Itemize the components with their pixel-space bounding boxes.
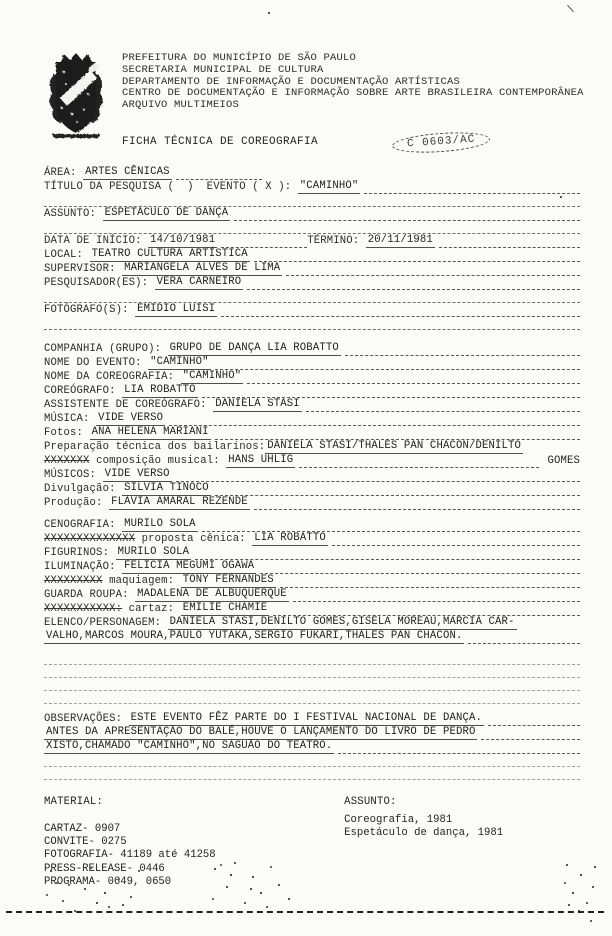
- field-label: proposta cênica:: [141, 532, 246, 545]
- field-value: MURILO SOLA: [124, 517, 196, 530]
- org-line-2: SECRETARIA MUNICIPAL DE CULTURA: [122, 63, 324, 76]
- field-label: TÍTULO DA PESQUISA ( ) EVENTO ( X ):: [44, 180, 292, 193]
- field-area: [44, 166, 580, 180]
- field-value: 20/11/1981: [367, 233, 433, 246]
- scan-edge-line: [6, 911, 604, 913]
- field-producao: [44, 496, 580, 510]
- field-label: FOTÓGRAFO(S):: [44, 303, 129, 316]
- blank-ruled-line: [44, 194, 580, 207]
- field-elenco: [44, 616, 580, 630]
- field-value: TEATRO CULTURA ARTÍSTICA: [91, 247, 248, 260]
- scan-stray-mark: [567, 5, 574, 12]
- field-value: TONY FERNANDES: [182, 573, 274, 586]
- field-label: ASSISTENTE DE COREÓGRAFO:: [44, 398, 207, 411]
- field-label: ELENCO/PERSONAGEM:: [44, 616, 162, 629]
- blank-ruled-line: [44, 691, 580, 704]
- field-label: Fotos:: [44, 426, 84, 439]
- field-label: MÚSICA:: [44, 412, 90, 425]
- assunto-heading: ASSUNTO:: [344, 795, 397, 808]
- blank-ruled-line: [44, 678, 580, 691]
- field-label: PESQUISADOR(ES):: [44, 276, 149, 289]
- struck-label: XXXXXXXXXXX:: [44, 602, 123, 615]
- field-supervisor: [44, 262, 580, 276]
- struck-label: XXXXXXXXX: [44, 574, 103, 587]
- field-label: MÚSICOS:: [44, 468, 97, 481]
- field-assistente-coreografo: [44, 398, 580, 412]
- field-value: "CAMINHO": [299, 179, 359, 192]
- scan-noise: [38, 862, 40, 864]
- blank-ruled-line: [44, 652, 580, 665]
- material-item: PROGRAMA- 0649, 0650: [44, 875, 172, 888]
- blank-ruled-line: [44, 767, 580, 780]
- form-title: FICHA TÉCNICA DE COREOGRAFIA: [122, 136, 319, 149]
- field-proposta-cenica: [44, 532, 580, 546]
- field-divulgacao: [44, 482, 580, 496]
- org-line-3: DEPARTAMENTO DE INFORMAÇÃO E DOCUMENTAÇÃO ARTÍSTICAS: [122, 75, 461, 88]
- field-value: MARIANGELA ALVES DE LIMA: [124, 261, 281, 274]
- field-musicos: [44, 468, 580, 482]
- field-label: TÉRMINO:: [307, 234, 360, 247]
- field-pesquisador: [44, 276, 580, 290]
- field-value: MADALENA DE ALBUQUERQUE: [137, 587, 287, 600]
- field-value: GRUPO DE DANÇA LIA ROBATTO: [169, 341, 339, 354]
- field-value: XISTO,CHAMADO "CAMINHO",NO SAGUÃO DO TEATRO.: [46, 739, 333, 752]
- registration-stamp: C 0603/AC: [391, 130, 491, 156]
- field-assunto: [44, 207, 580, 221]
- field-coreografo: [44, 384, 580, 398]
- blank-ruled-line: [44, 290, 580, 303]
- field-label: NOME DA COREOGRAFIA:: [44, 370, 175, 383]
- blank-ruled-line: [44, 317, 580, 330]
- field-label: CENOGRAFIA:: [44, 518, 116, 531]
- field-nome-coreografia: [44, 370, 580, 384]
- field-value: EMILIE CHAMIE: [182, 601, 268, 614]
- field-companhia: [44, 342, 580, 356]
- field-value: ESPETÁCULO DE DANÇA: [104, 206, 229, 219]
- field-elenco-continuation: [44, 630, 580, 644]
- field-label: Produção:: [44, 496, 103, 509]
- field-value: EMIDIO LUISI: [137, 302, 216, 315]
- field-label: maquiagem:: [109, 574, 175, 587]
- org-line-1: PREFEITURA DO MUNICÍPIO DE SÃO PAULO: [122, 52, 357, 64]
- material-item: CARTAZ- 0907: [44, 822, 121, 835]
- field-value: ESTE EVENTO FÊZ PARTE DO I FESTIVAL NACIONAL DE DANÇA.: [130, 711, 483, 724]
- field-value: 14/10/1981: [150, 233, 216, 246]
- preparacao-overflow-word: GOMES: [547, 454, 580, 467]
- field-preparacao-tecnica: [44, 440, 580, 454]
- field-label: OBSERVAÇÕES:: [44, 712, 123, 725]
- assunto-item: Espetáculo de dança, 1981: [344, 827, 504, 840]
- field-value: ANA HELENA MARIANI: [91, 425, 209, 438]
- field-value: ANTES DA APRESENTAÇÃO DO BALÉ,HOUVE O LANÇAMENTO DO LIVRO DE PEDRO: [46, 725, 476, 738]
- field-value: FELICIA MEGUMI OGAWA: [124, 559, 255, 572]
- field-maquiagem: [44, 574, 580, 588]
- org-line-4: CENTRO DE DOCUMENTAÇÃO E INFORMAÇÃO SOBRE ARTE BRASILEIRA CONTEMPORÂNEA: [122, 87, 584, 100]
- field-value: FLAVIA AMARAL REZENDE: [111, 495, 248, 508]
- field-local: [44, 248, 580, 262]
- bottom-section: [44, 796, 580, 889]
- material-item: CONVITE- 0275: [44, 836, 127, 849]
- field-value: DANIELA STASI,DENILTO GOMES,GISELA MOREAU,MARCIA CAR-: [169, 615, 515, 628]
- field-label: ILUMINAÇÃO:: [44, 560, 116, 573]
- field-value: DANIELA STASI/THALES PAN CHACON/DENILTO: [267, 439, 522, 452]
- field-figurinos: [44, 546, 580, 560]
- field-value: HANS UHLIG: [228, 453, 294, 466]
- field-value: ARTES CÊNICAS: [85, 165, 170, 178]
- field-iluminacao: [44, 560, 580, 574]
- field-value: VIDE VERSO: [98, 411, 164, 424]
- scan-noise: [200, 858, 202, 860]
- blank-ruled-line: [44, 754, 580, 767]
- field-data-inicio-termino: [44, 234, 580, 248]
- field-label: COREÓGRAFO:: [44, 384, 116, 397]
- field-label: DATA DE INÍCIO:: [44, 234, 142, 247]
- form-fields: [44, 166, 580, 889]
- field-cenografia: [44, 518, 580, 532]
- field-composicao-musical: [44, 454, 580, 468]
- field-label: FIGURINOS:: [44, 546, 110, 559]
- sao-paulo-coat-of-arms-icon: [44, 50, 108, 147]
- field-value: MURILO SOLA: [117, 545, 190, 558]
- field-label: LOCAL:: [44, 248, 84, 261]
- field-label: SUPERVISOR:: [44, 262, 116, 275]
- field-label: ÁREA:: [44, 166, 77, 179]
- field-value: VALHO,MARCOS MOURA,PAULO YUTAKA,SERGIO FUKARI,THALES PAN CHACON.: [46, 629, 463, 642]
- field-label: GUARDA ROUPA:: [44, 588, 129, 601]
- field-label: cartaz:: [128, 602, 175, 615]
- field-label: NOME DO EVENTO:: [44, 356, 142, 369]
- field-value: LIA ROBATTO: [254, 531, 326, 544]
- field-label: Divulgação:: [44, 482, 116, 495]
- field-value: VIDE VERSO: [104, 467, 170, 480]
- field-fotografo: [44, 303, 580, 317]
- field-value: VERA CARNEIRO: [156, 275, 242, 288]
- material-item: PRESS-RELEASE- 0446: [44, 862, 165, 875]
- struck-label: XXXXXXXXXXXXXX: [44, 532, 136, 545]
- assunto-item: Coreografia, 1981: [344, 813, 453, 826]
- material-heading: MATERIAL:: [44, 795, 104, 808]
- field-value: "CAMINHO": [150, 355, 209, 368]
- field-label: Preparação técnica dos bailarinos:: [44, 440, 266, 453]
- field-musica: [44, 412, 580, 426]
- blank-ruled-line: [44, 221, 580, 234]
- field-cartaz: [44, 602, 580, 616]
- blank-ruled-line: [44, 665, 580, 678]
- field-label: COMPANHIA (GRUPO):: [44, 342, 162, 355]
- field-label: composição musical:: [96, 454, 220, 467]
- field-observacoes: [44, 712, 580, 726]
- scan-noise: [556, 858, 558, 860]
- material-column: [44, 796, 344, 889]
- field-label: ASSUNTO:: [44, 207, 97, 220]
- assunto-column: [344, 796, 580, 889]
- field-fotos: [44, 426, 580, 440]
- struck-label: XXXXXXX: [44, 454, 90, 467]
- scan-stray-dot: [560, 196, 562, 198]
- field-observacoes-line2: [44, 726, 580, 740]
- org-name-line: [122, 53, 584, 112]
- field-value: LIA ROBATTO: [124, 383, 196, 396]
- org-line-5: ARQUIVO MULTIMEIOS: [122, 99, 240, 112]
- field-nome-evento: [44, 356, 580, 370]
- scan-stray-dot: [268, 12, 270, 14]
- field-value: "CAMINHO": [182, 369, 242, 382]
- letterhead: [44, 50, 584, 152]
- field-value: SILVIA TINOCO: [124, 481, 209, 494]
- field-observacoes-line3: [44, 740, 580, 754]
- material-item: FOTOGRAFIA- 41189 até 41258: [44, 849, 216, 862]
- field-titulo-pesquisa-evento: [44, 180, 580, 194]
- field-value: DANIELA STASI: [215, 397, 300, 410]
- field-guarda-roupa: [44, 588, 580, 602]
